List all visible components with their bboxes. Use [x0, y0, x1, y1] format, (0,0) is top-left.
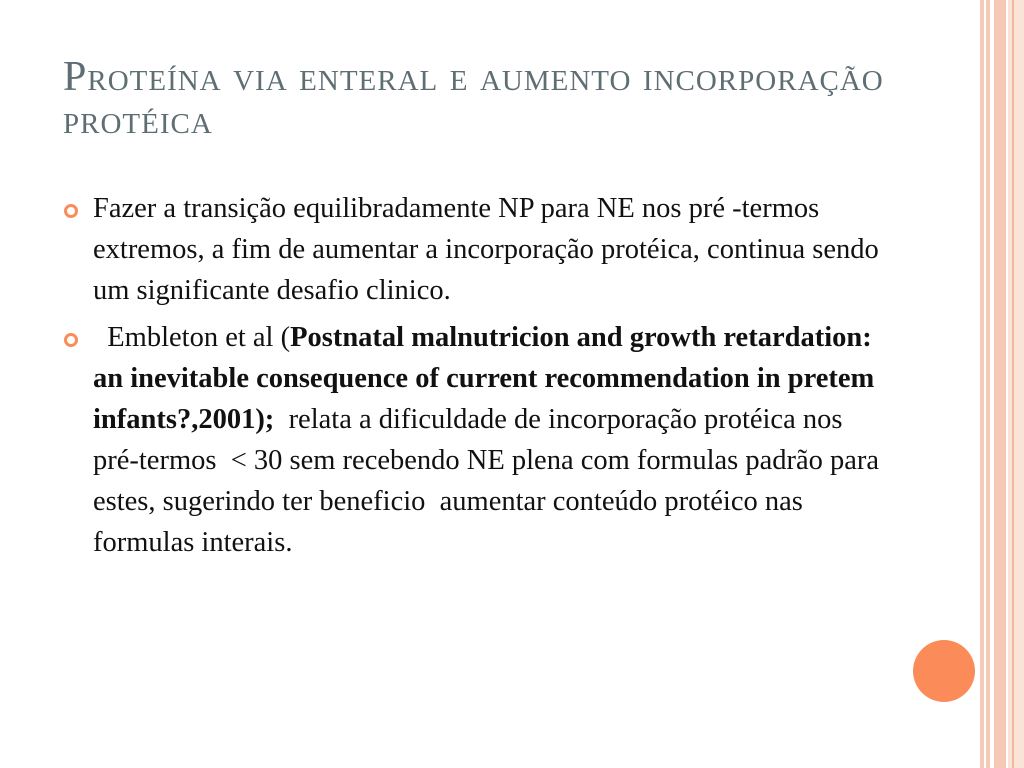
- slide-title: Proteína via enteral e aumento incorporação protéica: [63, 54, 884, 143]
- decorative-stripe: [1012, 0, 1014, 768]
- bullet-text: Embleton et al (: [93, 322, 291, 353]
- decorative-stripe: [1008, 0, 1024, 768]
- bullet-ring-icon: [64, 204, 78, 218]
- bullet-item: [60, 188, 890, 311]
- bullet-text: relata a dificuldade de incorporação protéica nos pré-termos < 30 sem recebendo NE plena com formulas padrão para estes, sugerindo ter beneficio aumentar conteúdo protéico nas formulas interais.: [93, 404, 887, 558]
- bullet-ring-icon: [64, 333, 78, 347]
- bullet-text: Fazer a transição equilibradamente NP para NE nos pré -termos extremos, a fim de aumentar a incorporação protéica, continua sendo um significante desafio clinico.: [93, 193, 879, 306]
- decorative-stripe: [980, 0, 984, 768]
- bullet-item: [60, 317, 890, 563]
- decorative-stripe: [986, 0, 990, 768]
- decorative-circle: [913, 640, 975, 702]
- bullet-list: [60, 188, 890, 569]
- citation-title: Postnatal malnutricion and growth retardation: an inevitable consequence of current recommendation in pretem infants?,2001);: [93, 322, 875, 435]
- decorative-stripe: [994, 0, 1006, 768]
